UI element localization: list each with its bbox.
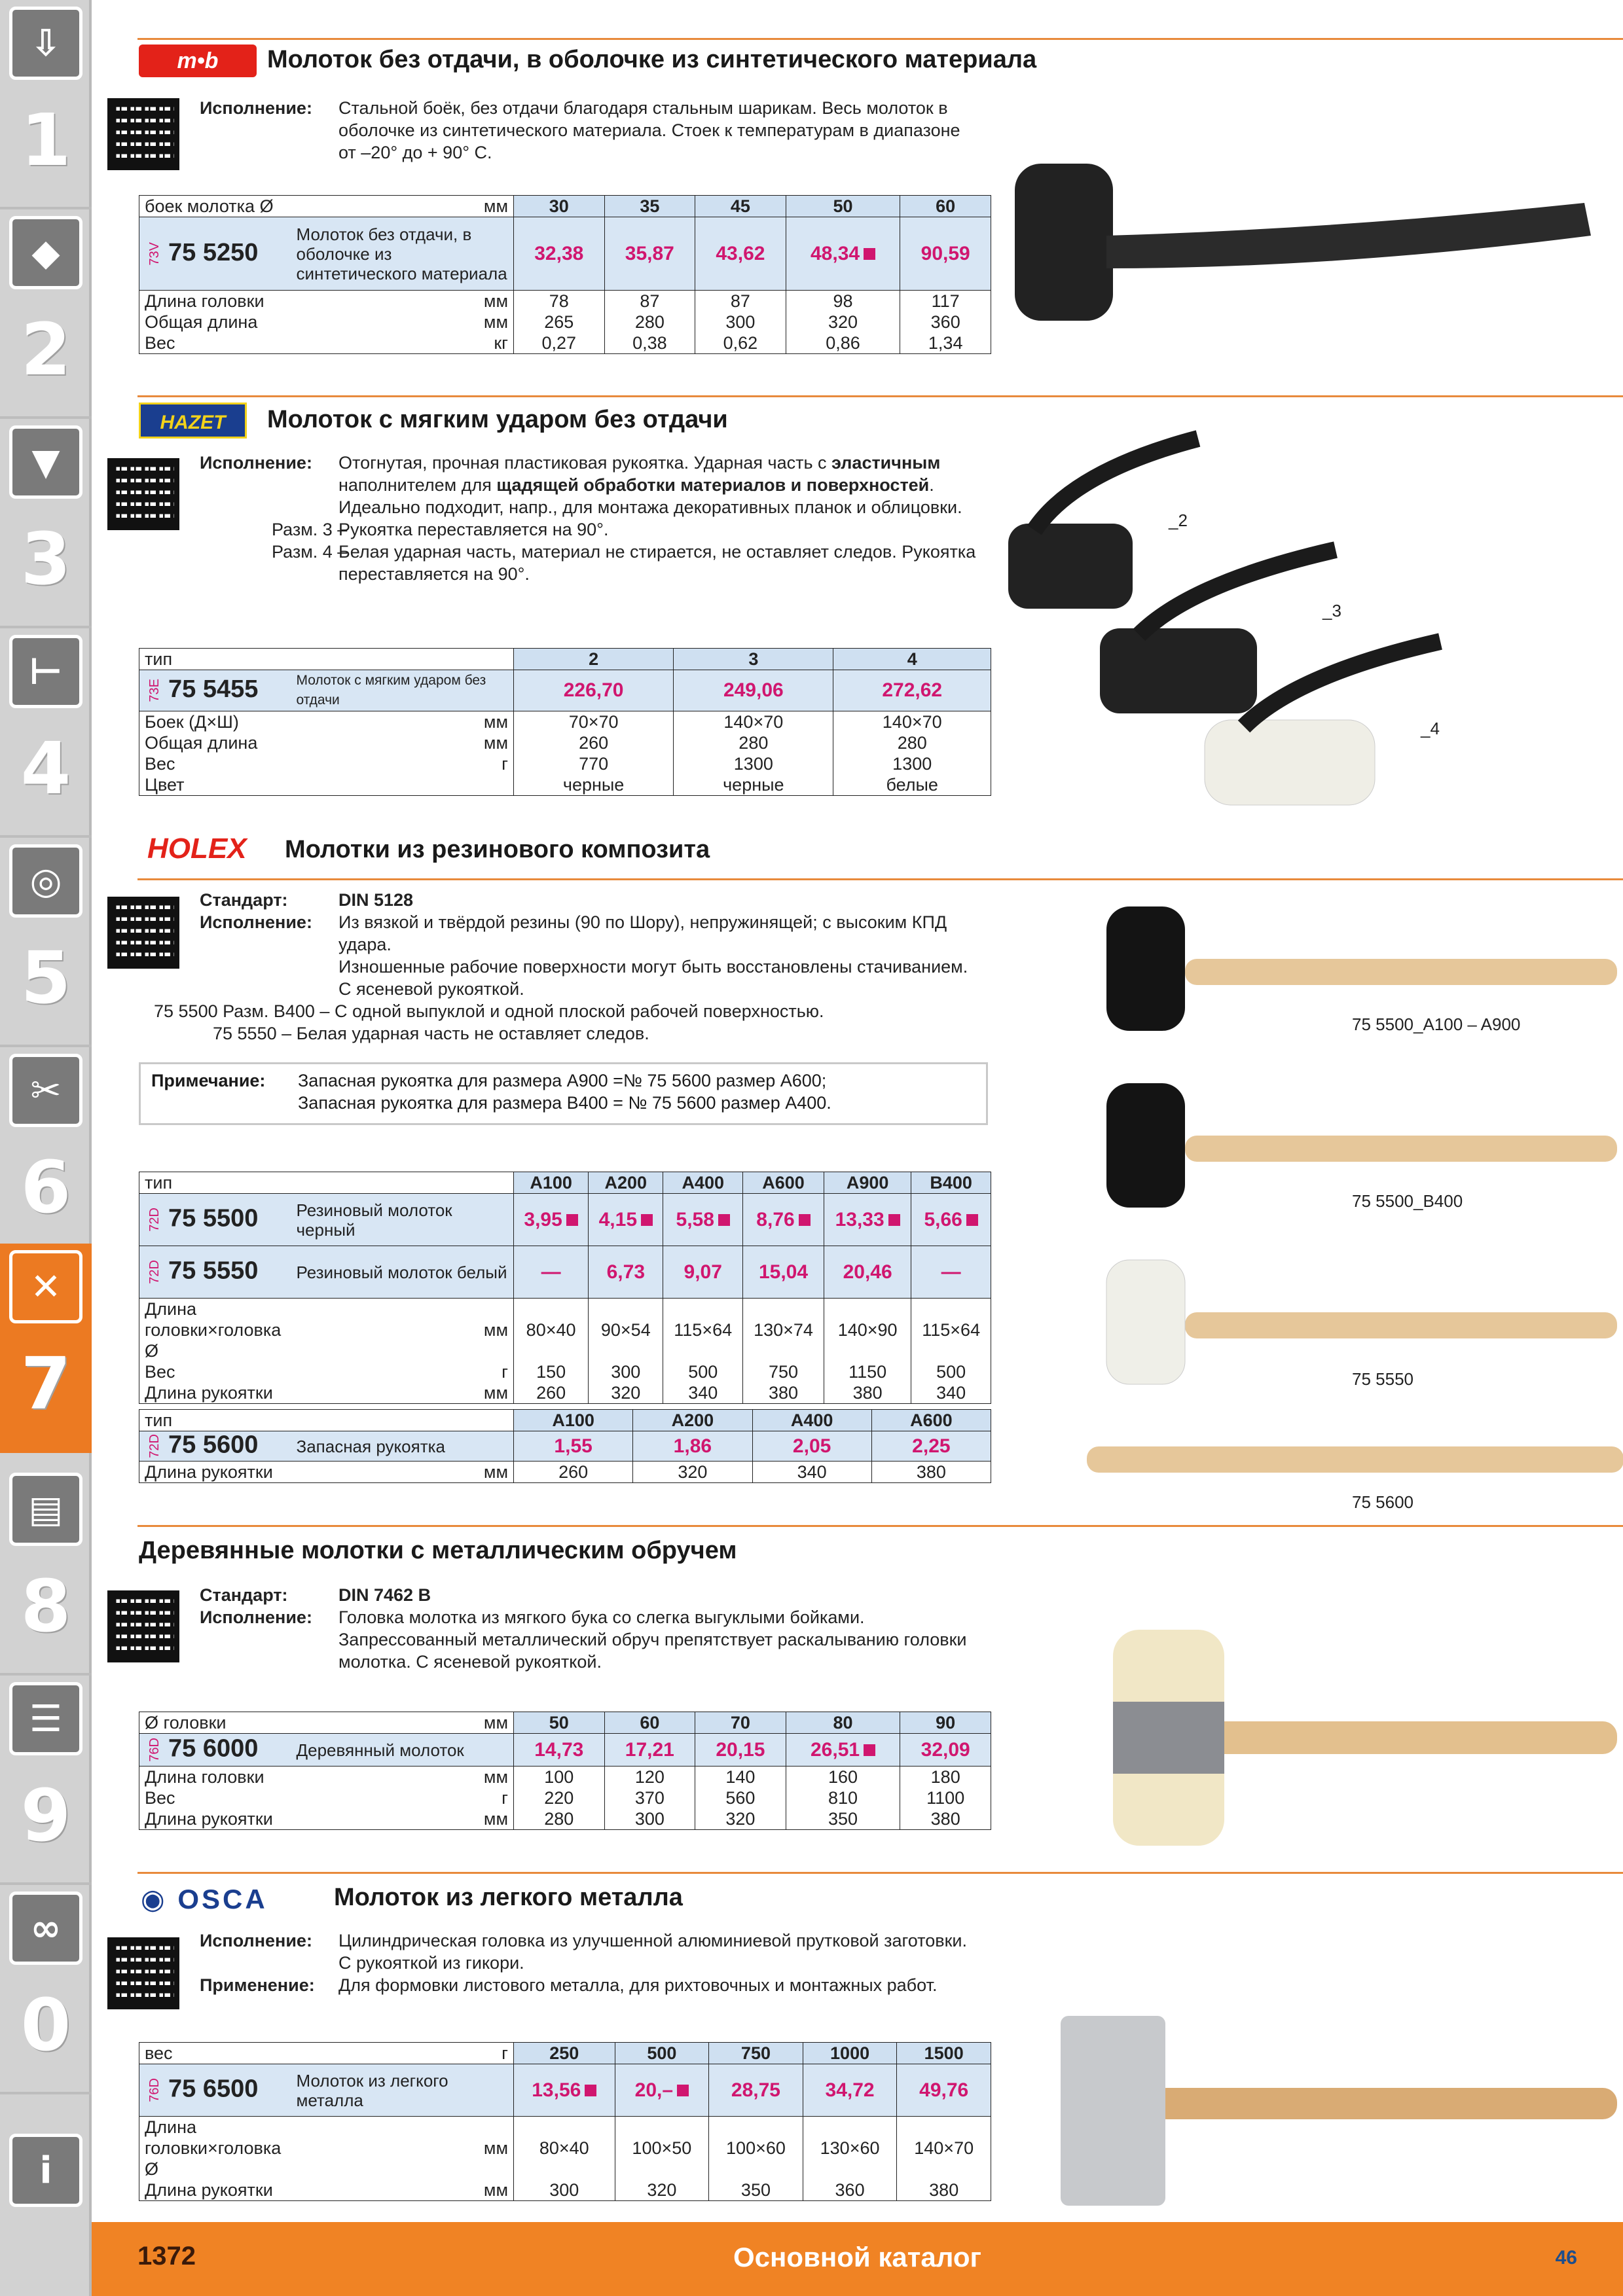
stock-marker-icon [864, 248, 875, 260]
qr-code-icon[interactable] [107, 1590, 179, 1662]
product-image-light-metal-hammer [1048, 2003, 1623, 2212]
insert-icon: ◆ [9, 216, 82, 289]
caliper-icon: ⊢ [9, 635, 82, 708]
spec-table: тип 2 3 4 73E 75 5455 Молоток с мягким ударом без отдачи 226,70 249,06 272,62 Боек (Д×Ш) мм 70×70 140×70 140×70 Общая длина мм 260 280 280 Вес г 770 1300 1300 Цвет черные черные белые [139, 648, 991, 796]
qr-code-icon[interactable] [107, 1937, 179, 2009]
chapter-tab-1[interactable]: ⇩ 1 [0, 0, 92, 209]
chapter-tab-8[interactable]: ▤ 8 [0, 1466, 92, 1676]
stock-marker-icon [966, 1214, 978, 1226]
qr-code-icon[interactable] [107, 458, 179, 530]
pliers-icon: ✕ [9, 1250, 82, 1323]
spec-table: вес г 250 500 750 1000 1500 76D 75 6500 Молоток из легкого металла 13,56 20,– 28,75 34,72 49,76 Длина головки×головка Ø мм 80×40 100×50 100×60 130×60 140×70 Длина рукоятки мм 300 320 350 360 380 [139, 2042, 991, 2201]
chuck-icon: ▼ [9, 425, 82, 499]
article-row[interactable]: 72D 75 5500 Резиновый молоток черный 3,95 4,15 5,58 8,76 13,33 5,66 [139, 1194, 991, 1246]
chapter-tab-9[interactable]: ☰ 9 [0, 1676, 92, 1885]
stock-marker-icon [677, 2085, 689, 2096]
price-cell[interactable]: 5,58 [663, 1194, 743, 1246]
page-footer [92, 2222, 1623, 2296]
stock-marker-icon [864, 1744, 875, 1756]
info-icon: i [9, 2134, 82, 2207]
chapter-tab-0[interactable]: ∞ 0 [0, 1885, 92, 2094]
chapter-tab-6[interactable]: ✂ 6 [0, 1047, 92, 1257]
article-row[interactable]: 72D 75 5600 Запасная рукоятка 1,55 1,86 2,05 2,25 [139, 1431, 991, 1462]
section-holex-rubber-hammers: HOLEX Молотки из резинового композита Стандарт: DIN 5128 Исполнение: Из вязкой и твёрдой резины (90 по Шору), непружинящей; с высоким КПД удара. Изношенные рабочие поверхности могут быть восстановлены стачиванием. С ясеневой рукояткой. 75 5500 Разм. B400 – С одной выпуклой и одной плоской рабочей поверхностью. 75 5550 – Белая ударная часть не оставляет следов. Примечание: Запасная рукоятка для размера A900 =№ 75 5600 размер A600; Запасная рукоятка для размера B400 = № 75 5600 размер A400. тип A100 A200 A400 A600 A900 B400 72D 75 5500 Резиновый молоток черный 3,95 4,15 5,58 8,76 13,33 5,66 72D 75 5550 Резиновый молоток белый — 6,73 9,07 15,04 20,46 — Длина головки×головка Ø мм 80×40 90×54 115×64 130×74 140×90 115×64 Вес г 150 300 500 750 1150 500 Длина рукоятки мм 260 320 340 380 380 340 тип A100 A200 A400 A600 72D 75 5600 Запасная рукоятка 1,55 1,86 2,05 2,25 Длина рукоятки мм 260 320 340 380 75 5500_A100 – A900 75 5500_B400 75 5550 75 5600 [92, 818, 1623, 1525]
article-row[interactable]: 73V 75 5250 Молоток без отдачи, в оболочке из синтетического материала 32,38 35,87 43,62 48,34 90,59 [139, 217, 991, 291]
article-row[interactable]: 76D 75 6000 Деревянный молоток 14,73 17,21 20,15 26,51 32,09 [139, 1734, 991, 1767]
price-cell[interactable]: 5,66 [911, 1194, 991, 1246]
stock-marker-icon [566, 1214, 578, 1226]
desc-text: Отогнутая, прочная пластиковая рукоятка. Ударная часть с эластичным наполнителем для щадящей обработки материалов и поверхностей. Идеально подходит, напр., для монтажа декоративных планок и облицовки. [338, 453, 962, 517]
price-cell[interactable]: 48,34 [786, 217, 900, 291]
grinding-disc-icon: ◎ [9, 844, 82, 918]
chapter-tab-info[interactable] [0, 2094, 92, 2222]
chapter-tab-5[interactable]: ◎ 5 [0, 838, 92, 1047]
note-box: Примечание: Запасная рукоятка для размера A900 =№ 75 5600 размер A600; Запасная рукоятка для размера B400 = № 75 5600 размер A400. [139, 1062, 988, 1125]
spec-table: Ø головки мм 50 60 70 80 90 76D 75 6000 Деревянный молоток 14,73 17,21 20,15 26,51 32,09 Длина головки мм 100 120 140 160 180 Вес г 220 370 560 810 1100 Длина рукоятки мм 280 300 320 350 380 [139, 1712, 991, 1830]
page-number: 1372 [137, 2242, 196, 2270]
product-image-wooden-hammer [1093, 1623, 1623, 1859]
brand-logo-holex: HOLEX [147, 833, 247, 865]
price-cell[interactable]: 249,06 [674, 670, 833, 711]
wrench-icon: ✂ [9, 1054, 82, 1127]
stock-marker-icon [585, 2085, 596, 2096]
section-title: Молоток без отдачи, в оболочке из синтетического материала [267, 46, 1037, 73]
brand-logo-mb: m•b [139, 45, 257, 77]
price-cell[interactable]: 226,70 [514, 670, 674, 711]
price-cell[interactable]: 90,59 [900, 217, 991, 291]
article-row[interactable]: 76D 75 6500 Молоток из легкого металла 13,56 20,– 28,75 34,72 49,76 [139, 2064, 991, 2117]
catalog-title: Основной каталог [733, 2242, 981, 2272]
cabinet-icon: ☰ [9, 1682, 82, 1755]
section-title: Молотки из резинового композита [285, 836, 710, 863]
chapter-tab-2[interactable]: ◆ 2 [0, 209, 92, 419]
stock-marker-icon [888, 1214, 900, 1226]
qr-code-icon[interactable] [107, 98, 179, 170]
article-number: 75 5250 [168, 238, 259, 266]
toolbox-icon: ▤ [9, 1473, 82, 1546]
section-mb-hammer [92, 0, 1623, 386]
price-cell[interactable]: 272,62 [833, 670, 991, 711]
brand-logo-hazet: HAZET [139, 403, 247, 439]
chapter-tab-7[interactable]: ✕ 7 [0, 1244, 92, 1453]
stock-marker-icon [718, 1214, 730, 1226]
section-title: Деревянные молотки с металлическим обручем [139, 1537, 737, 1564]
desc-text: Стальной боёк, без отдачи благодаря стальным шарикам. Весь молоток в оболочке из синтетического материала. Стоек к температурам в диапазоне от –20° до + 90° С. [338, 98, 960, 162]
brand-logo-osca: ◉ OSCA [141, 1884, 268, 1914]
section-hazet-hammer: HAZET Молоток с мягким ударом без отдачи Исполнение: Отогнутая, прочная пластиковая рукоятка. Ударная часть с эластичным наполнителем для щадящей обработки материалов и поверхностей. Идеально подходит, напр., для монтажа декоративных планок и облицовки. Разм. 3 – Рукоятка переставляется на 90°. Разм. 4 – Белая ударная часть, материал не стирается, не оставляет следов. Рукоятка переставляется на 90°. тип 2 3 4 73E 75 5455 Молоток с мягким ударом без отдачи 226,70 249,06 272,62 Боек (Д×Ш) мм 70×70 140×70 140×70 Общая длина мм 260 280 280 Вес г 770 1300 1300 Цвет черные черные белые _2 _3 _4 [92, 386, 1623, 818]
price-cell[interactable]: 8,76 [743, 1194, 824, 1246]
qr-code-icon[interactable] [107, 897, 179, 969]
section-title: Молоток из легкого металла [334, 1884, 683, 1911]
price-cell[interactable]: 3,95 [514, 1194, 589, 1246]
price-cell[interactable]: 43,62 [695, 217, 786, 291]
header-label: боек молотка Ø мм [139, 196, 514, 217]
stock-marker-icon [641, 1214, 653, 1226]
product-image-dead-blow-hammer [1008, 157, 1611, 340]
spec-table: тип A100 A200 A400 A600 A900 B400 72D 75 5500 Резиновый молоток черный 3,95 4,15 5,58 8,76 13,33 5,66 72D 75 5550 Резиновый молоток белый — 6,73 9,07 15,04 20,46 — Длина головки×головка Ø мм 80×40 90×54 115×64 130×74 140×90 115×64 Вес г 150 300 500 750 1150 500 Длина рукоятки мм 260 320 340 380 380 340 [139, 1172, 991, 1404]
price-cell[interactable]: 4,15 [589, 1194, 663, 1246]
edition-number: 46 [1555, 2247, 1577, 2269]
section-wooden-hammers: Деревянные молотки с металлическим обручем Стандарт: DIN 7462 B Исполнение: Головка молотка из мягкого бука со слегка выгуклыми бойками. Запрессованный металлический обруч препятствует раскалыванию головки молотка. С ясеневой рукояткой. Ø головки мм 50 60 70 80 90 76D 75 6000 Деревянный молоток 14,73 17,21 20,15 26,51 32,09 Длина головки мм 100 120 140 160 180 Вес г 220 370 560 810 1100 Длина рукоятки мм 280 300 320 350 380 [92, 1525, 1623, 1872]
safety-glasses-icon: ∞ [9, 1892, 82, 1965]
chapter-sidebar [0, 0, 92, 2296]
section-title: Молоток с мягким ударом без отдачи [267, 406, 728, 433]
price-cell[interactable]: 13,33 [824, 1194, 911, 1246]
section-osca-hammer: ◉ OSCA Молоток из легкого металла Исполнение: Цилиндрическая головка из улучшенной алюминиевой прутковой заготовки. С рукояткой из гикори. Применение: Для формовки листового металла, для рихтовочных и монтажных работ. вес г 250 500 750 1000 1500 76D 75 6500 Молоток из легкого металла 13,56 20,– 28,75 34,72 49,76 Длина головки×головка Ø мм 80×40 100×50 100×60 130×60 140×70 Длина рукоятки мм 300 320 350 360 380 [92, 1872, 1623, 2222]
spare-handle-table: тип A100 A200 A400 A600 72D 75 5600 Запасная рукоятка 1,55 1,86 2,05 2,25 Длина рукоятки мм 260 320 340 380 [139, 1409, 991, 1483]
article-name: Молоток без отдачи, в оболочке из синтетического материала [291, 217, 514, 291]
chapter-tab-4[interactable]: ⊢ 4 [0, 628, 92, 838]
chapter-tab-3[interactable]: ▼ 3 [0, 419, 92, 628]
article-row[interactable]: 73E 75 5455 Молоток с мягким ударом без отдачи 226,70 249,06 272,62 [139, 670, 991, 711]
product-image-soft-blow-hammer [1008, 412, 1611, 818]
article-row[interactable]: 72D 75 5550 Резиновый молоток белый — 6,73 9,07 15,04 20,46 — [139, 1246, 991, 1299]
price-cell[interactable]: 32,38 [514, 217, 605, 291]
desc-label: Исполнение: [200, 98, 312, 118]
stock-marker-icon [799, 1214, 811, 1226]
spec-table: боек молотка Ø мм 30 35 45 50 60 73V 75 5250 Молоток без отдачи, в оболочке из синтетического материала 32,38 35,87 43,62 48,34 90,59 Длина головки мм 78 87 87 98 117 Общая длина мм 265 280 300 320 360 Вес кг 0,27 0,38 0,62 0,86 1,34 [139, 195, 991, 354]
drill-icon: ⇩ [9, 7, 82, 80]
price-cell[interactable]: 35,87 [604, 217, 695, 291]
